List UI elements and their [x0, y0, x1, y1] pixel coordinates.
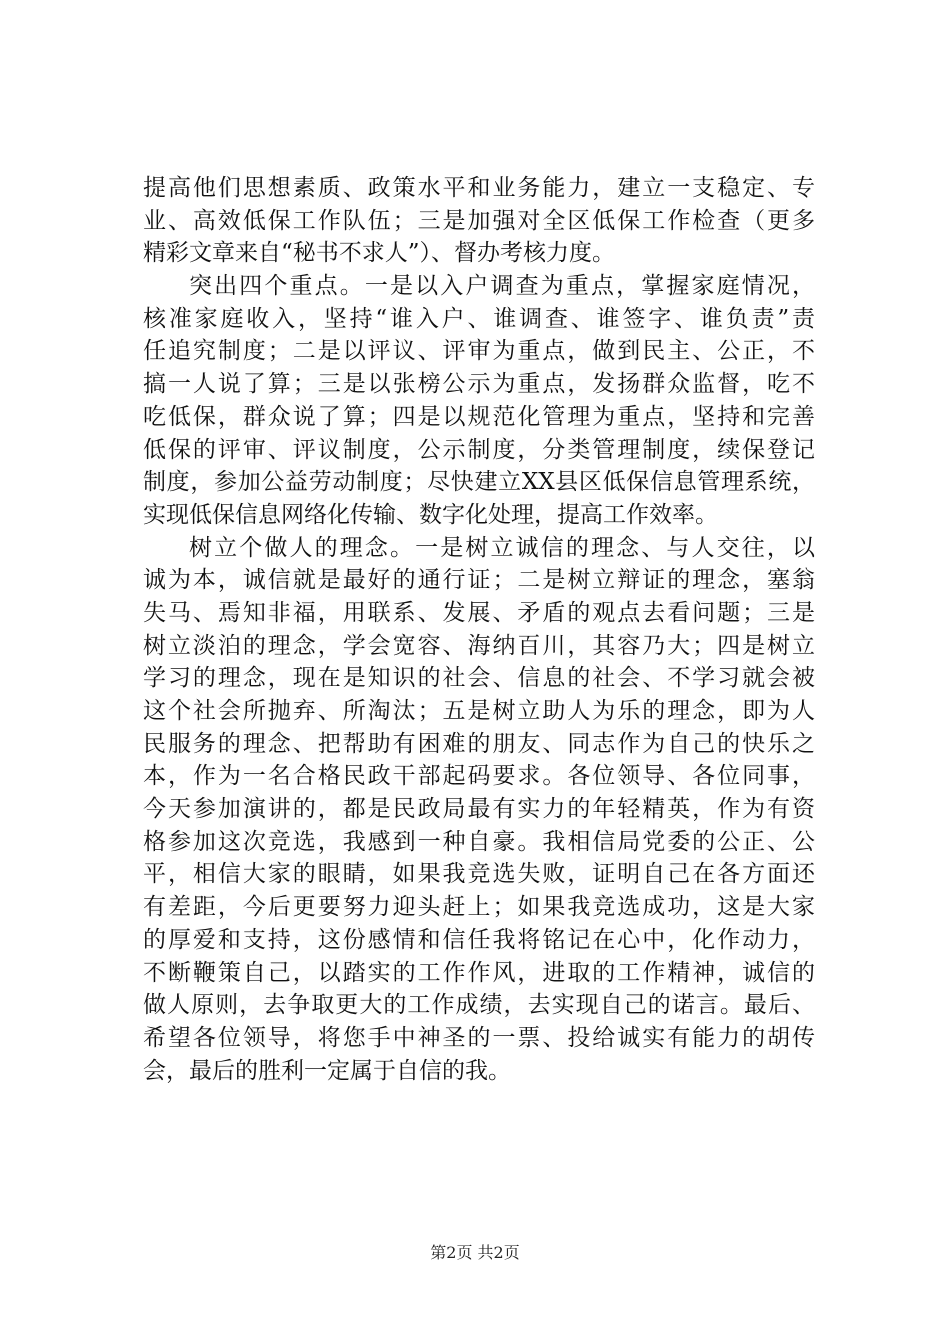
text-line: 树立个做人的理念。一是树立诚信的理念、与人交往，以 [189, 534, 815, 561]
text-line: 平，相信大家的眼睛，如果我竞选失败，证明自己在各方面还 [143, 861, 815, 888]
paragraph [143, 532, 815, 1088]
text-line: 提高他们思想素质、政策水平和业务能力，建立一支稳定、专 [143, 175, 815, 201]
text-line: 诚为本，诚信就是最好的通行证；二是树立辩证的理念，塞翁 [143, 567, 815, 594]
text-line: 低保的评审、评议制度，公示制度，分类管理制度，续保登记 [143, 436, 815, 463]
paragraph [143, 172, 815, 270]
text-line: 树立淡泊的理念，学会宽容、海纳百川，其容乃大；四是树立 [143, 632, 815, 659]
paragraph [143, 270, 815, 532]
text-line: 任追究制度；二是以评议、评审为重点，做到民主、公正，不 [143, 338, 815, 365]
text-line: 核准家庭收入，坚持“谁入户、谁调查、谁签字、谁负责”责 [143, 305, 815, 332]
text-line: 这个社会所抛弃、所淘汰；五是树立助人为乐的理念，即为人 [143, 698, 815, 724]
text-line: 格参加这次竞选，我感到一种自豪。我相信局党委的公正、公 [143, 828, 815, 855]
text-line: 制度，参加公益劳动制度；尽快建立XX县区低保信息管理系统， [143, 469, 815, 496]
text-line: 不断鞭策自己，以踏实的工作作风，进取的工作精神，诚信的 [143, 959, 815, 986]
document-body [143, 172, 815, 1087]
text-line: 本，作为一名合格民政干部起码要求。各位领导、各位同事， [143, 763, 815, 790]
text-line: 实现低保信息网络化传输、数字化处理，提高工作效率。 [143, 501, 718, 528]
text-line: 做人原则，去争取更大的工作成绩，去实现自己的诺言。最后、 [143, 992, 815, 1019]
text-line: 学习的理念，现在是知识的社会、信息的社会、不学习就会被 [143, 665, 815, 692]
text-line: 精彩文章来自“秘书不求人”）、督办考核力度。 [143, 240, 616, 267]
text-line: 的厚爱和支持，这份感情和信任我将铭记在心中，化作动力， [143, 926, 815, 953]
text-line: 希望各位领导，将您手中神圣的一票、投给诚实有能力的胡传 [143, 1024, 815, 1051]
text-line: 搞一人说了算；三是以张榜公示为重点，发扬群众监督，吃不 [143, 371, 815, 398]
text-line: 民服务的理念、把帮助有困难的朋友、同志作为自己的快乐之 [143, 730, 815, 757]
text-line: 突出四个重点。一是以入户调查为重点，掌握家庭情况， [189, 273, 815, 300]
page-footer: 第2页 共2页 [430, 1243, 520, 1262]
text-line: 吃低保，群众说了算；四是以规范化管理为重点，坚持和完善 [143, 403, 815, 430]
text-line: 今天参加演讲的，都是民政局最有实力的年轻精英，作为有资 [143, 796, 815, 823]
text-line: 会，最后的胜利一定属于自信的我。 [143, 1057, 511, 1084]
text-line: 业、高效低保工作队伍；三是加强对全区低保工作检查（更多 [143, 207, 815, 234]
text-line: 失马、焉知非福，用联系、发展、矛盾的观点去看问题；三是 [143, 599, 815, 626]
text-line: 有差距，今后更要努力迎头赶上；如果我竞选成功，这是大家 [143, 894, 815, 921]
